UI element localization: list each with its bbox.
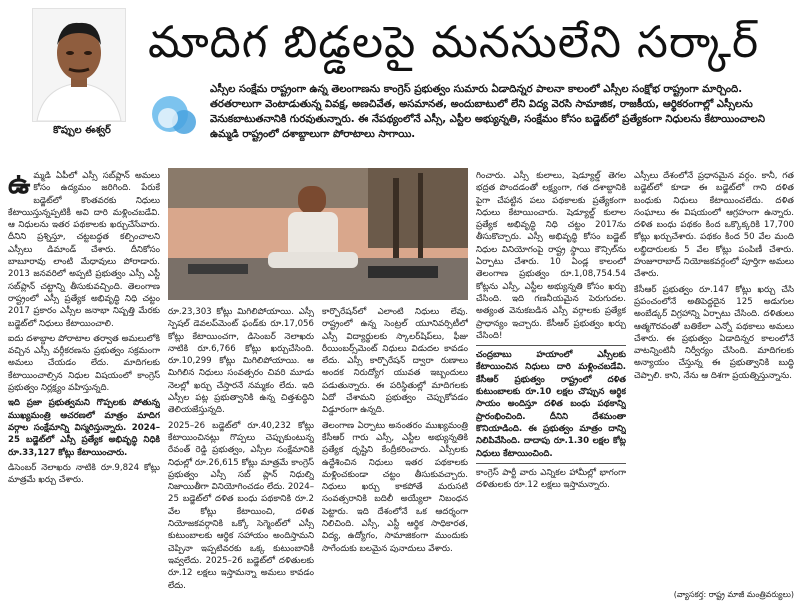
col1-paragraph-1: మ్మడి ఏపీలో ఎస్సీ సబ్‌ప్లాన్ అమలు కోసం ఉద్యమం జరిగింది. పేరుకే బడ్జెట్‌లో కొంతవరకు నిధులు కేటాయిస్తున్నప్పటికీ అవి దారి మళ్లించబడేవి. ఆ నిధులను ఇతర పథకాలకు ఖర్చుచేసేవారు. దీనిని ప్రశ్నిస్తూ, చట్టబద్ధత కల్పించాలని ఎస్సీలు డిమాండ్ చేశారు. దీనికోసం బాబూరావు లాంటి మేధావులు పోరాడారు. 2013 జనవరిలో అప్పటి ప్రభుత్వం ఎస్సీ ఎస్టీ సబ్‌ప్లాన్ చట్టాన్ని తీసుకువచ్చింది. తెలంగాణ రాష్ట్రంలో ఎస్సీ ప్రత్యేక అభివృద్ధి నిధి చట్టం 2017 ప్రకారం ఎస్సీల జనాభా నిష్పత్తి మేరకు బడ్జెట్‌లో నిధులు కేటాయించాలి. bbox=[8, 171, 160, 329]
column-5 bbox=[634, 170, 794, 586]
col4-paragraph-1: గించారు. ఎస్సీ కులాలు, షెడ్యూల్డ్ తెగల భద్రత పొందడంతో లక్ష్యంగా, గత దశాబ్దానికి పైగా చేపట్టిన పలు పథకాలకు ప్రత్యేకంగా నిధులు కేటాయించారు. షెడ్యూల్డ్ కులాల ప్రత్యేక అభివృద్ధి నిధి చట్టం 2017ను తీసుకొచ్చారు. ఎస్సీ అభివృద్ధి కోసం బడ్జెట్ నిధుల వినియోగంపై రాష్ట్ర స్థాయి కౌన్సిల్‌ను ఏర్పాటు చేశారు. 10 ఏండ్ల కాలంలో తెలంగాణ ప్రభుత్వం రూ.1,08,754.54 కోట్లను ఎస్సీ, ఎస్టీల అభ్యున్నతి కోసం ఖర్చు చేసింది. ఇది గణనీయమైన పెరుగుదల. అత్యంత వెనుకబడిన ఎస్సీ వర్గాలకు ప్రత్యేక ప్రాధాన్యం ఇచ్చారు. కేసీఆర్ ప్రభుత్వం ఖర్చు చేసింది! bbox=[476, 171, 626, 341]
cobbler-photo bbox=[168, 168, 468, 300]
author-footnote: (వ్యాసకర్త: రాష్ట్ర మాజీ మంత్రివర్యులు) bbox=[673, 590, 794, 599]
author-name: కొప్పుల ఈశ్వర్ bbox=[53, 125, 111, 136]
column-2 bbox=[168, 306, 314, 600]
deck-text: ఎస్సీల సంక్షేమ రాష్ట్రంగా ఉన్న తెలంగాణను కాంగ్రెస్ ప్రభుత్వం సుమారు ఏడాదిన్నర పాలనా కాలంలో ఎస్సీల సంక్షోభ రాష్ట్రంగా మార్చింది. తరతరాలుగా వెంటాడుతున్న వివక్ష, అణచివేత, అసమానత, అందుబాటులో లేని విద్య వెరసి సామాజిక, రాజకీయ, ఆర్థికరంగాల్లో ఎస్సీలను వెనుకబాటుతనానికి గురవుతున్నారు. ఈ నేపథ్యంలోనే ఎస్సీ, ఎస్టీల అభ్యున్నతి, సంక్షేమం కోసం బడ్జెట్‌లో ప్రత్యేకంగా నిధులను కేటాయించాలని ఉమ్మడి రాష్ట్రంలో దశాబ్దాలుగా పోరాటాలు సాగాయి. bbox=[210, 84, 766, 140]
headline: మాదిగ బిడ్డలపై మనసులేని సర్కార్ bbox=[148, 17, 760, 68]
blue-circles-ornament-icon bbox=[150, 92, 200, 142]
col1-paragraph-4: డిసెంబర్ నెలాఖరు నాటికి రూ.9,824 కోట్లు మాత్రమే ఖర్చు చేశారు. bbox=[8, 462, 160, 486]
col3-paragraph-2: తెలంగాణ ఏర్పాటు అనంతరం ముఖ్యమంత్రి కేసీఆర్ గారు ఎస్సీ, ఎస్టీల అభ్యున్నతికి ప్రత్యేక దృష్టిని కేంద్రీకరించారు. ఎస్సీలకు ఉద్దేశించిన నిధులు ఇతర పథకాలకు మళ్లించకుండా చట్టం తీసుకువచ్చారు. నిధులు ఖర్చు కాకపోతే మరుసటి సంవత్సరానికి బదిలీ అయ్యేలా నిబంధన పెట్టారు. ఇది దేశంలోనే ఒక ఆదర్శంగా నిలిచింది. ఎస్సీ, ఎస్టీ ఆర్థిక సాధికారత, విద్య, ఉద్యోగం, సామాజికంగా ముందుకు సాగేందుకు బలమైన పునాదులు వేశారు. bbox=[322, 420, 468, 554]
col4-paragraph-2: కాంగ్రెస్ పార్టీ వారు ఎన్నికల హామీల్లో భాగంగా దళితులకు రూ.12 లక్షలు ఇస్తామన్నారు. bbox=[476, 467, 626, 491]
col3-paragraph-1: కార్పొరేషన్‌లో ఎలాంటి నిధులు లేవు. రాష్ట్రంలో ఉన్న సెంట్రల్ యూనివర్సిటీలో ఎస్సీ విద్యార్థులకు స్కాలర్‌షిప్‌లు, ఫీజు రీయింబర్స్‌మెంట్ నిధులు విడుదల కావడం లేదు. ఎస్సీ కార్పొరేషన్ ద్వారా రుణాలు అందక నిరుద్యోగ యువత ఇబ్బందులు పడుతున్నారు. ఈ పరిస్థితుల్లో మాదిగలకు ఏదో చేశామని ప్రభుత్వం చెప్పుకోవడం విడ్డూరంగా ఉన్నది. bbox=[322, 307, 468, 416]
drop-cap: ఉ bbox=[8, 170, 31, 200]
author-photo bbox=[32, 8, 126, 122]
author-portrait-image bbox=[33, 9, 125, 121]
column-4 bbox=[476, 170, 626, 600]
column-3 bbox=[322, 306, 468, 600]
col4-highlight-box: చంద్రబాబు హయాంలో ఎస్సీలకు కేటాయించిన నిధులు దారి మళ్లించబడేవి. కేసీఆర్ ప్రభుత్వం రాష్ట్రంలో దళిత కుటుంబాలకు రూ.10 లక్షల చొప్పున ఆర్థిక సాయం అందిస్తూ దళిత బంధు పథకాన్ని ప్రారంభించింది. దీనిని దేశమంతా కొనియాడింది. ఈ ప్రభుత్వం మాత్రం దాన్ని నిలిపివేసింది. దాదాపు రూ.1.30 లక్షల కోట్ల నిధులు కేటాయించింది. bbox=[476, 345, 626, 464]
col2-paragraph-2: 2025–26 బడ్జెట్‌లో రూ.40,232 కోట్లు కేటాయించినట్లు గొప్పలు చెప్పుకుంటున్న రేవంత్ రెడ్డి ప్రభుత్వం, ఎస్సీల సంక్షేమానికి నిధుల్లో రూ.26,615 కోట్లు మాత్రమే కాంగ్రెస్ ప్రభుత్వం ఎస్సీ సబ్ ప్లాన్ నిధుల్ని నిజాయితీగా వినియోగించడం లేదు. 2024–25 బడ్జెట్‌లో దళిత బంధు పథకానికి రూ.2 వేల కోట్లు కేటాయించి, దళిత నియోజకవర్గానికి ఒక్కో సెగ్మెంట్‌లో ఎస్సీ కుటుంబాలకు ఆర్థిక సహాయం అందిస్తామని చెప్పినా ఇప్పటివరకు ఒక్క కుటుంబానికీ ఇవ్వలేదు. 2025–26 బడ్జెట్‌లో దళితులకు రూ.12 లక్షలు ఇస్తామన్నా అమలు కావడం లేదు. bbox=[168, 420, 314, 591]
col5-paragraph-2: కేసీఆర్ ప్రభుత్వం రూ.147 కోట్లు ఖర్చు చేసి ప్రపంచంలోనే అతిపెద్దదైన 125 అడుగుల అంబేడ్కర్ విగ్రహాన్ని ఏర్పాటు చేసింది. దళితులు ఆత్మగౌరవంతో బతికేలా ఎన్నో పథకాలు అమలు చేశారు. ఈ ప్రభుత్వం ఏడాదిన్నర కాలంలోనే వాటన్నింటినీ నిర్వీర్యం చేసింది. మాదిగలకు అన్యాయం చేస్తున్న ఈ ప్రభుత్వానికి బుద్ధి చెప్పాలి. కాని, నేను ఆ దిశగా ప్రయత్నిస్తున్నాను. bbox=[634, 284, 794, 381]
column-1 bbox=[8, 170, 160, 600]
col2-paragraph-1: రూ.23,303 కోట్లు మిగిలిపోయాయి. ఎస్సీ స్పెషల్ డెవలప్‌మెంట్ ఫండ్‌కు రూ.17,056 కోట్లు కేటాయించగా, డిసెంబర్ నెలాఖరు నాటికి రూ.6,766 కోట్లు ఖర్చుచేసింది. రూ.10,299 కోట్లు మిగిలిపోయాయి. ఆ మిగిలిన నిధులు సంవత్సరం చివరి మూడు నెలల్లో ఖర్చు చేస్తారనే నమ్మకం లేదు. ఇది ఎస్సీల పట్ల ప్రభుత్వానికి ఉన్న చిత్తశుద్ధిని తెలియజేస్తున్నది. bbox=[168, 307, 314, 416]
col5-paragraph-1: ఎస్సీలు దేశంలోనే ప్రధానమైన వర్గం. కానీ, గత బడ్జెట్‌లో కూడా ఈ బడ్జెట్‌లో గాని దళిత బంధుకు నిధులు కేటాయించలేదు. దళిత సంఘాలు ఈ విషయంలో ఆగ్రహంగా ఉన్నారు. దళిత బంధు పథకం కింద ఒక్కొక్కరికి 17,700 కోట్లు ఖర్చుచేశారు. పథకం కింద 50 వేల మంది లబ్ధిదారులకు 5 వేల కోట్లు పంపిణీ చేశారు. హుజూరాబాద్ నియోజకవర్గంలో పూర్తిగా అమలు చేశారు. bbox=[634, 171, 794, 280]
col1-paragraph-3: ఇది ప్రజా ప్రభుత్వమని గొప్పలకు పోతున్న ముఖ్యమంత్రి ఆచరణలో మాత్రం మాదిగ వర్గాల సంక్షేమాన్ని విస్మరిస్తున్నారు. 2024–25 బడ్జెట్‌లో ఎస్సీ ప్రత్యేక అభివృద్ధి నిధికి రూ.33,127 కోట్లు కేటాయించారు. bbox=[8, 398, 160, 458]
col1-paragraph-2: ఐదు దశాబ్దాల పోరాటాల తర్వాత అమలులోకి వచ్చిన ఎస్సీ వర్గీకరణను ప్రభుత్వం సక్రమంగా అమలు చేయడం లేదు. మాదిగలకు కేటాయించాల్సిన నిధుల విషయంలో కాంగ్రెస్ ప్రభుత్వం నిర్లక్ష్యం వహిస్తున్నది. bbox=[8, 333, 160, 394]
